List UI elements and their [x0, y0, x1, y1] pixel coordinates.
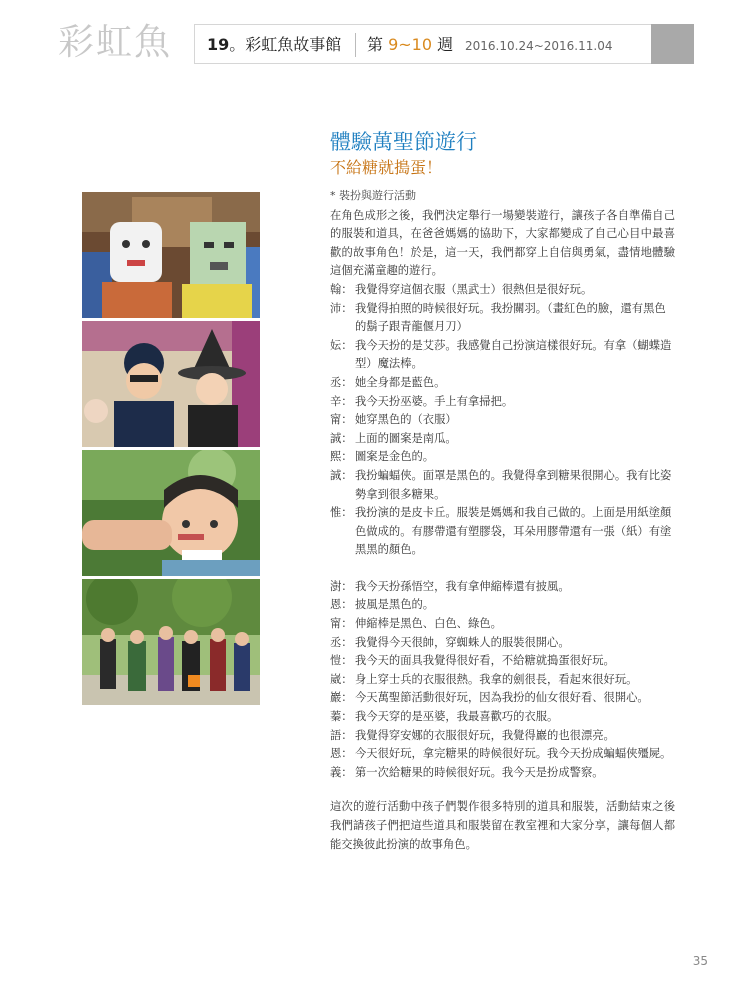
speaker-name: 惟： [330, 506, 353, 520]
dialogue-line [330, 337, 675, 374]
dialogue-text: 我今天扮的是艾莎。我感覺自己扮演這樣很好玩。有拿（蝴蝶造型）魔法棒。 [355, 338, 672, 371]
photo-costumes [82, 321, 260, 447]
photo-masks [82, 192, 260, 318]
speaker-name: 語： [330, 728, 353, 742]
dialogue-text: 我覺得穿安娜的衣服很好玩，我覺得巖的也很漂亮。 [355, 728, 615, 742]
issue-header [194, 24, 694, 64]
speaker-name: 澍： [330, 579, 353, 593]
dialogue-line [330, 708, 675, 727]
photo-face-paint [82, 450, 260, 576]
dialogue-line [330, 652, 675, 671]
dialogue-text: 我覺得今天很帥，穿蜘蛛人的服裝很開心。 [355, 635, 570, 649]
brand-logo: 彩虹魚 [58, 22, 173, 63]
photo-parade [82, 579, 260, 705]
speaker-name: 愷： [330, 654, 353, 668]
dialogue-line [330, 596, 675, 615]
section-label: * 裝扮與遊行活動 [330, 189, 416, 202]
speaker-name: 恩： [330, 747, 353, 761]
speaker-name: 丞： [330, 375, 353, 389]
speaker-name: 丞： [330, 635, 353, 649]
dialogue-text: 我扮蝙蝠俠。面罩是黑色的。我覺得拿到糖果很開心。我有比姿勢拿到很多糖果。 [355, 468, 672, 501]
dialogue-text: 圖案是金色的。 [355, 450, 435, 464]
dialogue-text: 她穿黑色的（衣服） [355, 413, 457, 427]
speaker-name: 熙： [330, 450, 353, 464]
dialogue-text: 伸縮棒是黑色、白色、綠色。 [355, 617, 502, 631]
speaker-name: 義： [330, 765, 353, 779]
issue-title [207, 34, 341, 56]
dialogue-line [330, 615, 675, 634]
dialogue-text: 今天萬聖節活動很好玩，因為我扮的仙女很好看、很開心。 [355, 691, 649, 705]
issue-name: 。彩虹魚故事館 [229, 35, 342, 54]
intro-paragraph: 在角色成形之後，我們決定舉行一場變裝遊行，讓孩子各自準備自己的服裝和道具，在爸爸媽媽的協助下，大家都變成了自己心目中最喜歡的故事角色！於是，這一天，我們都穿上自信與勇氣，盡情地體驗這個充滿童趣的遊行。 [330, 208, 675, 278]
dialogue-line [330, 764, 675, 783]
dialogue-text: 我今天扮巫婆。手上有拿掃把。 [355, 394, 514, 408]
dialogue-list-2 [330, 578, 675, 783]
issue-number: 19 [207, 35, 230, 54]
dialogue-line [330, 281, 675, 300]
header-divider [355, 33, 356, 57]
dialogue-text: 我今天扮孫悟空，我有拿伸縮棒還有披風。 [355, 579, 570, 593]
dialogue-line [330, 671, 675, 690]
speaker-name: 巖： [330, 691, 353, 705]
dialogue-line [330, 467, 675, 504]
dialogue-line [330, 448, 675, 467]
speaker-name: 蓁： [330, 710, 353, 724]
speaker-name: 誠： [330, 468, 353, 482]
week-prefix: 第 [367, 35, 389, 54]
dialogue-line [330, 745, 675, 764]
article-title: 體驗萬聖節遊行 [330, 130, 477, 154]
dialogue-text: 她全身都是藍色。 [355, 375, 446, 389]
dialogue-text: 身上穿士兵的衣服很熱。我拿的劍很長，看起來很好玩。 [355, 672, 638, 686]
dialogue-text: 我今天穿的是巫婆，我最喜歡巧的衣服。 [355, 710, 559, 724]
week-range: 9~10 [388, 35, 433, 54]
section-gap [330, 560, 675, 578]
header-color-block [651, 24, 694, 64]
dialogue-line [330, 300, 675, 337]
dialogue-text: 今天很好玩，拿完糖果的時候很好玩。我今天扮成蝙蝠俠殭屍。 [355, 747, 672, 761]
dialogue-line [330, 374, 675, 393]
dialogue-text: 第一次給糖果的時候很好玩。我今天是扮成警察。 [355, 765, 604, 779]
dialogue-line [330, 727, 675, 746]
dialogue-text: 我覺得拍照的時候很好玩。我扮關羽。（畫紅色的臉，還有黑色的鬍子跟青龍偃月刀） [355, 301, 666, 334]
speaker-name: 誠： [330, 431, 353, 445]
article-subtitle: 不給糖就搗蛋！ [330, 158, 443, 177]
week-label [367, 34, 453, 56]
article-body [330, 187, 675, 854]
dialogue-line [330, 504, 675, 560]
dialogue-line [330, 411, 675, 430]
speaker-name: 妘： [330, 338, 353, 352]
speaker-name: 崴： [330, 672, 353, 686]
speaker-name: 甯： [330, 413, 353, 427]
dialogue-line [330, 393, 675, 412]
page-number: 35 [692, 954, 708, 968]
dialogue-line [330, 430, 675, 449]
speaker-name: 沛： [330, 301, 353, 315]
week-suffix: 週 [432, 35, 454, 54]
speaker-name: 甯： [330, 617, 353, 631]
photo-column [82, 192, 260, 708]
dialogue-text: 上面的圖案是南瓜。 [355, 431, 457, 445]
dialogue-text: 我覺得穿這個衣服（黑武士）很熱但是很好玩。 [355, 282, 593, 296]
speaker-name: 恩： [330, 598, 353, 612]
dialogue-text: 披風是黑色的。 [355, 598, 435, 612]
dialogue-line [330, 634, 675, 653]
speaker-name: 辛： [330, 394, 353, 408]
dialogue-text: 我扮演的是皮卡丘。服裝是媽媽和我自己做的。上面是用紙塗顏色做成的。有膠帶還有塑膠袋，耳朵用膠帶還有一張（紙）有塗黑黑的顏色。 [355, 506, 672, 557]
closing-paragraph: 這次的遊行活動中孩子們製作很多特別的道具和服裝，活動結束之後我們請孩子們把這些道具和服裝留在教室裡和大家分享，讓每個人都能交換彼此扮演的故事角色。 [330, 800, 675, 851]
speaker-name: 翰： [330, 282, 353, 296]
date-range: 2016.10.24~2016.11.04 [465, 39, 613, 53]
dialogue-line [330, 578, 675, 597]
dialogue-list-1 [330, 281, 675, 560]
dialogue-text: 我今天的面具我覺得很好看，不給糖就搗蛋很好玩。 [355, 654, 615, 668]
dialogue-line [330, 689, 675, 708]
